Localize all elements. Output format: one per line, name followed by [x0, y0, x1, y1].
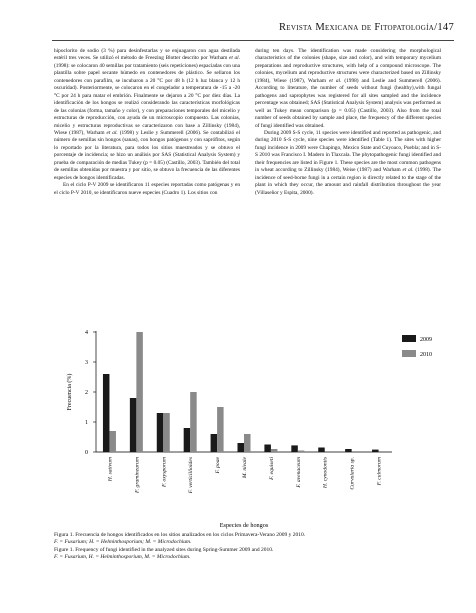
x-tick-label: F. verticillioides: [188, 457, 195, 494]
bar-2010: [298, 451, 305, 453]
bar-2010: [190, 392, 197, 452]
bar-2009: [103, 374, 110, 452]
legend-swatch-2009: [402, 335, 416, 342]
bar-2010: [163, 413, 170, 452]
legend-swatch-2010: [402, 350, 416, 357]
x-tick-label: F. graminearum: [134, 457, 141, 493]
bar-chart-svg: [54, 330, 454, 542]
right-column-english: [255, 48, 441, 197]
bar-2010: [244, 434, 251, 452]
y-tick-label: 1: [85, 420, 88, 426]
bar-2009: [345, 449, 352, 452]
bar-2009: [184, 428, 191, 452]
caption-en-abbr: F. = Fusarium, H. = Helminthosporium, M. = Microdochium.: [54, 553, 191, 560]
bar-2009: [157, 413, 164, 452]
figure-caption: [54, 532, 454, 561]
x-tick-label: M. nivale: [242, 457, 248, 479]
figure-1-chart: [54, 330, 454, 542]
x-tick-label: H. sativum: [107, 457, 114, 482]
left-paragraph-1: hipoclorito de sodio (3 %) para desinfestarlas y se enjuagaron con agua destilada estéril tres veces. Se utilizó el método de Freezing Blotter descrito por Warham et al. (1998): se colocaron 40 semillas por tratamiento (seis repeticiones) espaciadas con una plantilla sobre papel secante húmedo en contenedores de plástico. Se sellaron los contenedores con parafilm, se incubaron a 20 °C por 48 h (12 h luz blanca y 12 h oscuridad). Posteriormente, se colocaron en el congelador a temperatura de -15 a -20 °C por 24 h para matar el embrión. Finalmente se dejaron a 20 °C por diez días. La identificación de los hongos se realizó considerando las características morfológicas de las colonias (forma, tamaño y color), y con preparaciones temporales del micelio y estructuras de reproducción, con ayuda de un microscopio compuesto. Las colonias, micelio y estructuras reproductivas se caracterizaron con base a Zillinsky (1984), Wiese (1987), Warham et al. (1998) y Leslie y Summerell (2006). Se contabilizó el número de semillas sin hongos (sanas), con hongos patógenos y con saprófitos, según lo reportado por la literatura, para todos los sitios muestreados y se obtuvo el porcentaje de incidencia; se hizo un análisis por SAS (Statistical Analysis System) y prueba de comparación de medias Tukey (p = 0.05) (Castillo, 2003). También del total de semillas obtenidas por muestra y por sitio, se obtuvo la frecuencia de las diferentes especies de hongos identificadas.: [54, 48, 241, 181]
bar-2009: [238, 443, 245, 452]
x-tick-label: F. poae: [215, 457, 222, 474]
y-tick-label: 0: [85, 450, 88, 456]
running-header: [0, 22, 454, 33]
bar-2010: [109, 431, 116, 452]
legend-label-2009: 2009: [420, 337, 432, 343]
bar-2009: [264, 445, 271, 453]
y-tick-label: 2: [85, 390, 88, 396]
y-tick-label: 3: [85, 360, 88, 366]
right-paragraph-2: During 2009 S-S cycle, 11 species were identified and reported as pathogenic, and during 2010 S-S cycle, nine species were identified (Table 1). The sites with higher fungi incidence in 2009 were Chapingo, Mexico State and Cuyoaco, Puebla; and in S-S 2010 was Francisco I. Madero in Tlaxcala. The phytopathogenic fungi identified and their frequencies are listed in Figure 1. These species are the most common pathogens in wheat according to Zillinsky (1984), Weise (1987) and Warham et al. (1998). The incidence of seed-borne fungi in a certain region is directly related to the stage of the plant in which they occur, the amount and rainfall distribution throughout the year (Villaseñor y Espita, 2000).: [255, 129, 441, 196]
x-tick-label: F. equiseti: [268, 457, 275, 480]
caption-en: Figure 1. Frequency of fungi identified in the analyzed sites during Spring-Summer 2009 and 2010.: [54, 546, 274, 553]
bar-2009: [291, 445, 298, 452]
x-tick-label: F. oxysporum: [161, 457, 168, 488]
caption-es-abbr: F. = Fusarium; H. = Helminthosporium; M. = Microdochium.: [54, 539, 192, 546]
caption-es: Figura 1. Frecuencia de hongos identificados en los sitios analizados en los ciclos Primavera-Verano 2009 y 2010.: [54, 532, 306, 538]
x-tick-label: H. cynodontis: [322, 457, 329, 489]
y-tick-label: 4: [85, 330, 88, 336]
bar-2010: [136, 332, 143, 452]
x-tick-label: F. culmorum: [376, 457, 383, 486]
x-tick-label: Curvularia sp.: [349, 457, 356, 490]
x-tick-label: F. avenaceum: [295, 457, 302, 488]
journal-title: Revista Mexicana de Fitopatología: [278, 22, 435, 33]
page-number: /147: [434, 22, 454, 33]
header-rule: [52, 40, 454, 41]
left-column-spanish: [54, 48, 240, 197]
right-paragraph-1: during ten days. The identification was made considering the morphological characteristics of the colonies (shape, size and color), and with temporary mycelium preparations and reproductive structures, with help of a compound microscope. The colonies, mycelium and reproductive structures were characterized based on Zillinsky (1984), Wiese (1987), Warham et al. (1998) and Leslie and Summerell (2006). According to literature, the number of seeds without fungi (healthy),with fungal pathogens and saprophytes was registered for all sites sampled and the incidence percentage was obtained; SAS (Statistical Analysis System) analysis was performed as well as Tukey mean comparison (p = 0.05) (Castillo, 2003). Also from the total number of seeds obtained by sample and place, the frequency of the different species of fungi identified was obtained.: [255, 48, 441, 129]
bar-2009: [318, 448, 325, 453]
left-paragraph-2: En el ciclo P-V 2009 se identificaron 11 especies reportadas como patógenas y en el ciclo P-V 2010, se identificaron nueve especies (Cuadro 1). Los sitios con: [54, 182, 240, 196]
bar-2009: [211, 434, 218, 452]
bar-2010: [271, 449, 278, 452]
bar-2009: [372, 450, 379, 452]
bar-2009: [130, 398, 137, 452]
legend-label-2010: 2010: [420, 352, 432, 358]
bar-2010: [217, 407, 224, 452]
x-axis-label: Especies de hongos: [219, 522, 269, 529]
y-axis-label: Frecuencia (%): [67, 373, 73, 411]
